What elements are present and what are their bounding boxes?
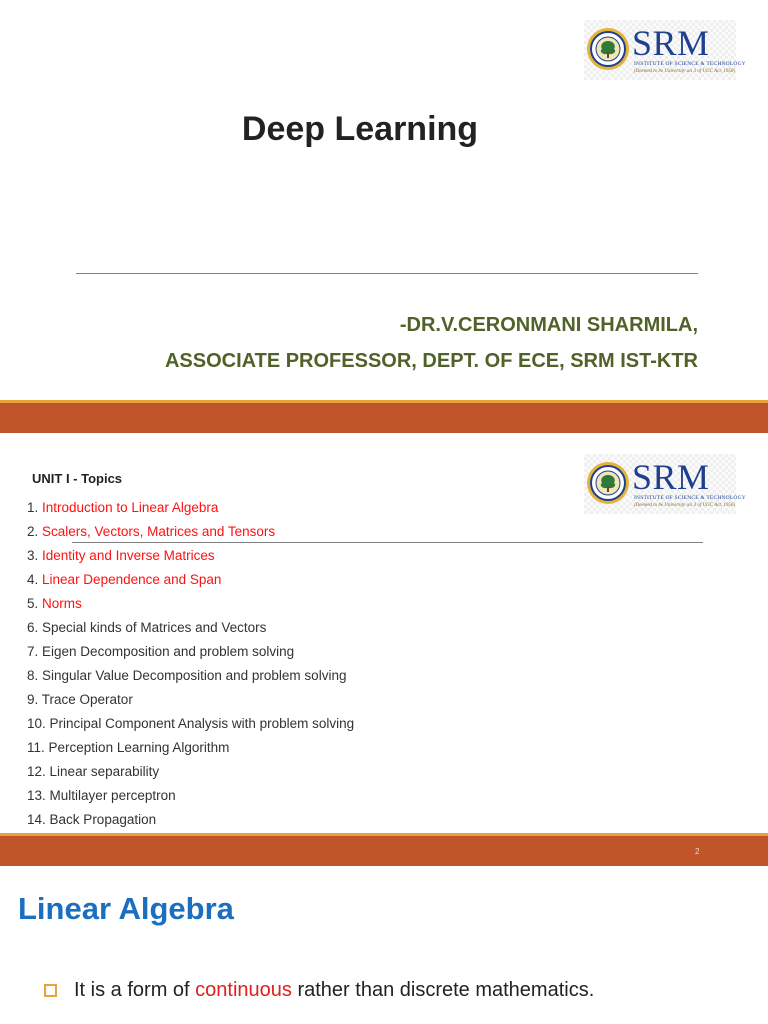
topic-item: 9. Trace Operator [27, 692, 133, 707]
slide-separator-1 [0, 403, 768, 433]
srm-seal-icon [586, 461, 630, 505]
logo-text: SRM [632, 23, 710, 63]
slide-separator-2 [0, 836, 768, 866]
section-title: Linear Algebra [18, 891, 234, 926]
presentation-title: Deep Learning [241, 110, 479, 148]
topic-item: 12. Linear separability [27, 764, 160, 779]
page-number: 2 [695, 847, 700, 856]
author-name: -DR.V.CERONMANI SHARMILA, [399, 314, 698, 336]
bullet-square-icon [44, 984, 57, 997]
slide-1 [0, 0, 768, 400]
logo-subtitle: INSTITUTE OF SCIENCE & TECHNOLOGY [634, 495, 746, 501]
topic-item: 11. Perception Learning Algorithm [27, 740, 230, 755]
topic-item: 1. Introduction to Linear Algebra [27, 500, 219, 515]
topic-item: 4. Linear Dependence and Span [27, 572, 222, 587]
topic-item: 8. Singular Value Decomposition and problem solving [27, 668, 347, 683]
logo-tagline: (Deemed to be University u/s 3 of UGC Act, 1956) [634, 69, 735, 74]
topic-item: 2. Scalers, Vectors, Matrices and Tensors [27, 524, 276, 539]
logo-text: SRM [632, 457, 710, 497]
srm-seal-icon [586, 27, 630, 71]
highlighted-term: continuous [195, 979, 292, 1001]
logo-subtitle: INSTITUTE OF SCIENCE & TECHNOLOGY [634, 61, 746, 67]
bullet-text: It is a form of continuous rather than discrete mathematics. [74, 979, 595, 1001]
topic-item: 7. Eigen Decomposition and problem solving [27, 644, 295, 659]
topic-item: 14. Back Propagation [27, 812, 157, 827]
logo-tagline: (Deemed to be University u/s 3 of UGC Act, 1956) [634, 503, 735, 508]
topic-item: 10. Principal Component Analysis with problem solving [27, 716, 355, 731]
topic-item: 3. Identity and Inverse Matrices [27, 548, 215, 563]
author-designation: ASSOCIATE PROFESSOR, DEPT. OF ECE, SRM IST-KTR [164, 350, 698, 372]
topic-item: 13. Multilayer perceptron [27, 788, 176, 803]
topic-item: 5. Norms [27, 596, 82, 611]
unit-heading: UNIT I - Topics [32, 471, 123, 486]
topic-item: 6. Special kinds of Matrices and Vectors [27, 620, 267, 635]
srm-logo [584, 454, 746, 514]
srm-logo [584, 20, 746, 80]
topics-divider [72, 542, 703, 543]
title-divider [76, 273, 698, 274]
